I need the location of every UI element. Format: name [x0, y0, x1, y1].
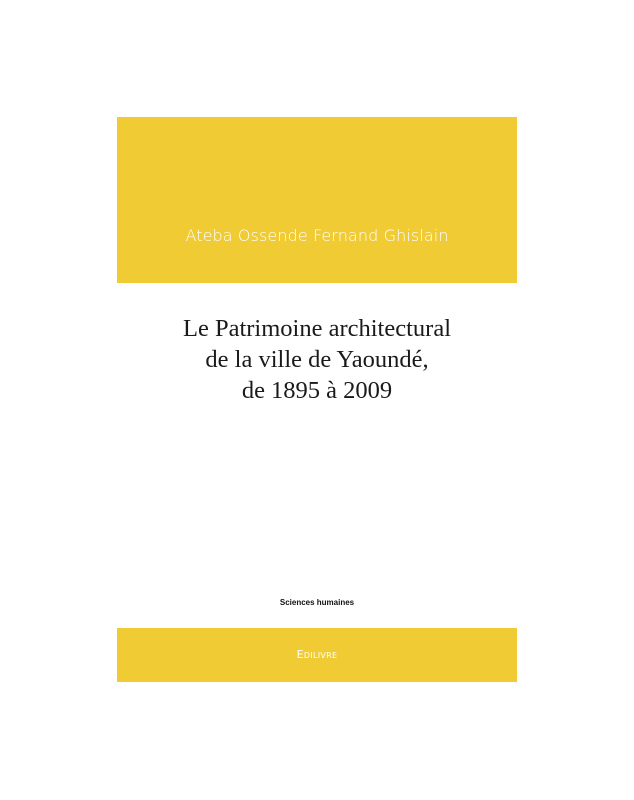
author-name: Ateba Ossende Fernand Ghislain [185, 226, 449, 245]
book-title [117, 313, 517, 406]
title-line-3: de 1895 à 2009 [241, 377, 393, 404]
title-line-2: de la ville de Yaoundé, [205, 346, 429, 373]
bottom-yellow-band [117, 628, 517, 682]
publisher-logo: Edilivre [296, 648, 338, 661]
category-label: Sciences humaines [279, 598, 355, 607]
title-line-1: Le Patrimoine architectural [182, 315, 452, 342]
top-yellow-band [117, 117, 517, 283]
book-cover [117, 117, 517, 682]
